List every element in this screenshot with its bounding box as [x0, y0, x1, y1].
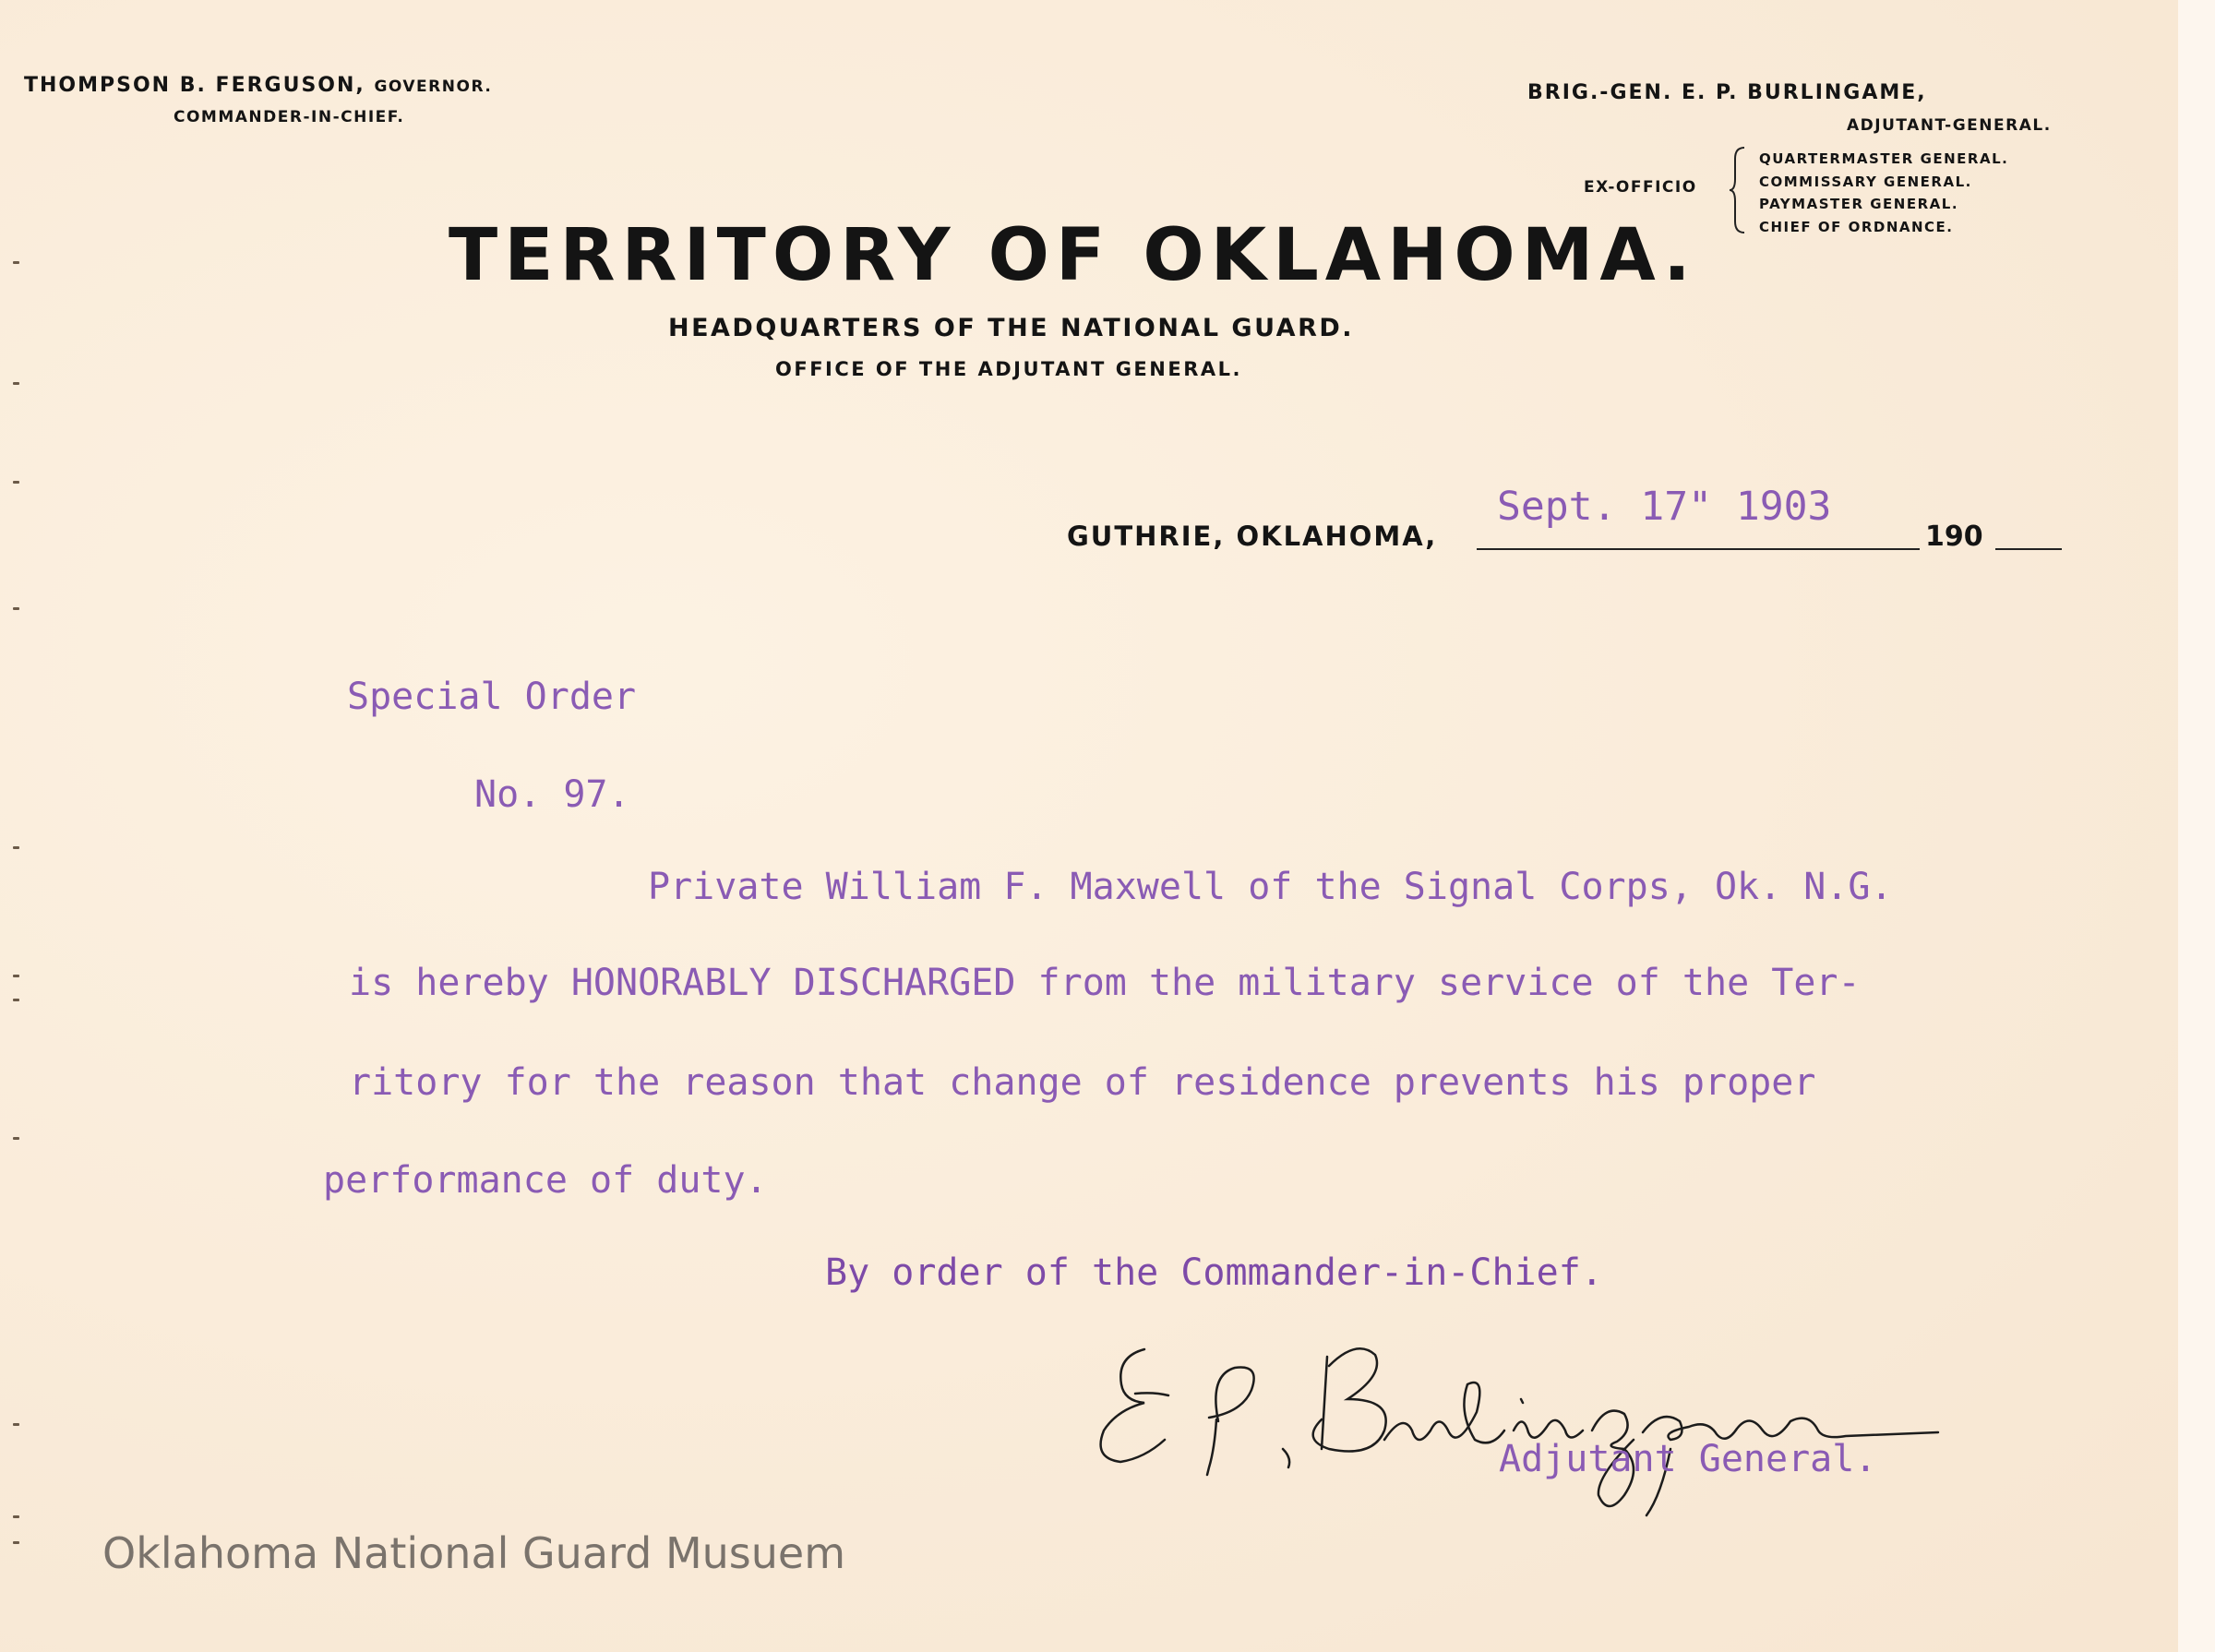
closing-line: By order of the Commander-in-Chief. [825, 1251, 1603, 1294]
signature [1080, 1311, 1966, 1523]
body-line-2: is hereby HONORABLY DISCHARGED from the military service of the Ter- [349, 962, 1861, 1004]
edge-mark [13, 1423, 19, 1426]
ex-officio-label: EX-OFFICIO [1584, 178, 1697, 197]
edge-mark [13, 846, 19, 849]
year-prefix: 190 [1925, 521, 1983, 553]
adjutant-title: ADJUTANT-GENERAL. [1847, 116, 2052, 135]
edge-mark [13, 607, 19, 610]
edge-mark [13, 1541, 19, 1544]
edge-mark [13, 382, 19, 385]
role-paymaster: PAYMASTER GENERAL. [1759, 196, 1959, 212]
edge-mark [13, 261, 19, 264]
governor-line [24, 74, 492, 97]
brace-icon [1728, 146, 1748, 234]
museum-watermark: Oklahoma National Guard Musuem [102, 1528, 846, 1578]
year-line [1995, 548, 2062, 550]
edge-mark [13, 975, 19, 977]
body-line-3: ritory for the reason that change of residence prevents his proper [349, 1061, 1816, 1104]
order-title: Special Order [347, 676, 637, 718]
body-line-4: performance of duty. [323, 1159, 768, 1202]
place-label: GUTHRIE, OKLAHOMA, [1067, 521, 1438, 552]
edge-mark [13, 1515, 19, 1518]
signature-title: Adjutant General. [1499, 1438, 1877, 1480]
office-line: OFFICE OF THE ADJUTANT GENERAL. [775, 358, 1242, 380]
date-line [1477, 548, 1920, 550]
page-title: TERRITORY OF OKLAHOMA. [449, 214, 1697, 297]
governor-name: THOMPSON B. FERGUSON, [24, 74, 365, 97]
body-line-1: Private William F. Maxwell of the Signal Corps, Ok. N.G. [648, 866, 1893, 908]
edge-mark [13, 1137, 19, 1140]
role-quartermaster: QUARTERMASTER GENERAL. [1759, 150, 2009, 167]
order-number: No. 97. [474, 773, 630, 816]
page-margin [2178, 0, 2215, 1652]
adjutant-name: BRIG.-GEN. E. P. BURLINGAME, [1527, 81, 1927, 104]
commander-title: COMMANDER-IN-CHIEF. [174, 108, 405, 126]
edge-mark [13, 481, 19, 484]
edge-mark [13, 999, 19, 1001]
subtitle: HEADQUARTERS OF THE NATIONAL GUARD. [668, 314, 1355, 342]
role-ordnance: CHIEF OF ORDNANCE. [1759, 218, 1954, 235]
ex-officio-roles [1759, 148, 2008, 238]
role-commissary: COMMISSARY GENERAL. [1759, 173, 1972, 190]
governor-title: GOVERNOR. [374, 78, 493, 96]
letter-date: Sept. 17" 1903 [1497, 484, 1832, 530]
